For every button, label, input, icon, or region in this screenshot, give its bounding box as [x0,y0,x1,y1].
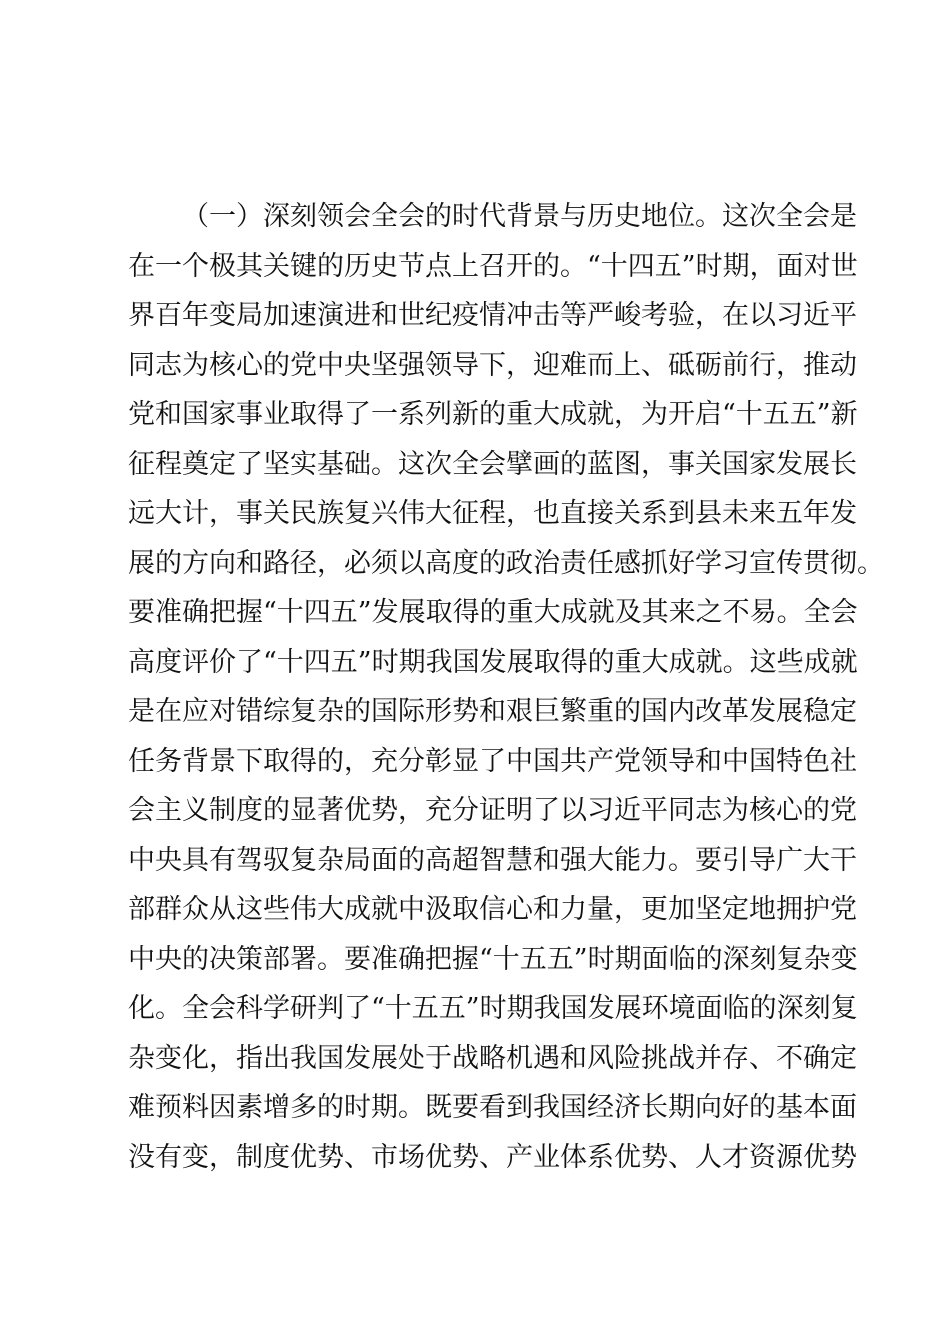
paragraph-line-4: 同志为核心的党中央坚强领导下，迎难而上、砥砺前行，推动 [128,349,857,381]
paragraph-line-1: （一）深刻领会全会的时代背景与历史地位。这次全会是 [182,201,857,232]
paragraph-line-18: 杂变化，指出我国发展处于战略机遇和风险挑战并存、不确定 [128,1042,857,1074]
paragraph-line-3: 界百年变局加速演进和世纪疫情冲击等严峻考验，在以习近平 [128,300,857,331]
body-paragraph [128,192,884,1182]
paragraph-line-7: 远大计，事关民族复兴伟大征程，也直接关系到县未来五年发 [128,498,857,529]
paragraph-line-17: 化。全会科学研判了“十五五”时期我国发展环境面临的深刻复 [128,993,858,1024]
paragraph-line-12: 任务背景下取得的，充分彰显了中国共产党领导和中国特色社 [128,745,857,777]
paragraph-line-2: 在一个极其关键的历史节点上召开的。“十四五”时期，面对世 [128,250,858,282]
paragraph-line-6: 征程奠定了坚实基础。这次全会擘画的蓝图，事关国家发展长 [128,448,857,480]
paragraph-line-20: 没有变，制度优势、市场优势、产业体系优势、人才资源优势 [128,1141,857,1173]
paragraph-line-19: 难预料因素增多的时期。既要看到我国经济长期向好的基本面 [128,1092,857,1123]
paragraph-line-5: 党和国家事业取得了一系列新的重大成就，为开启“十五五”新 [128,399,858,430]
paragraph-line-11: 是在应对错综复杂的国际形势和艰巨繁重的国内改革发展稳定 [128,696,857,727]
paragraph-line-15: 部群众从这些伟大成就中汲取信心和力量，更加坚定地拥护党 [128,894,857,925]
paragraph-line-14: 中央具有驾驭复杂局面的高超智慧和强大能力。要引导广大干 [128,844,857,876]
paragraph-line-13: 会主义制度的显著优势，充分证明了以习近平同志为核心的党 [128,795,857,826]
paragraph-line-9: 要准确把握“十四五”发展取得的重大成就及其来之不易。全会 [128,597,858,628]
paragraph-line-16: 中央的决策部署。要准确把握“十五五”时期面临的深刻复杂变 [128,943,858,975]
paragraph-line-10: 高度评价了“十四五”时期我国发展取得的重大成就。这些成就 [128,646,858,678]
paragraph-line-8: 展的方向和路径，必须以高度的政治责任感抓好学习宣传贯彻。 [128,547,884,579]
